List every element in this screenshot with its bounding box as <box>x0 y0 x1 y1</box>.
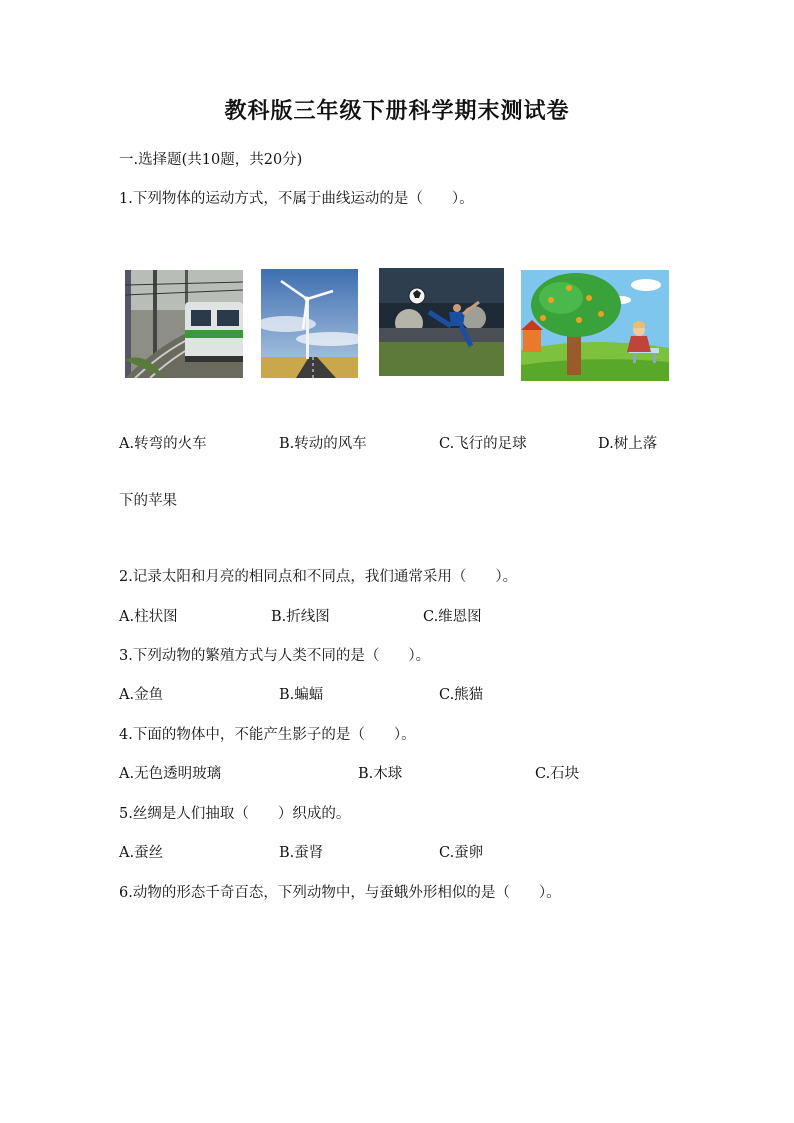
question-2-option-a: A.柱状图 <box>119 609 178 625</box>
question-3-option-c: C.熊猫 <box>439 687 484 703</box>
train-photo <box>125 270 243 378</box>
question-5-option-a: A.蚕丝 <box>119 845 164 861</box>
page-title: 教科版三年级下册科学期末测试卷 <box>224 98 570 124</box>
question-3-stem: 3.下列动物的繁殖方式与人类不同的是（ ）。 <box>119 648 431 664</box>
question-2-option-c: C.维恩图 <box>423 609 482 625</box>
question-4-stem: 4.下面的物体中，不能产生影子的是（ ）。 <box>119 727 416 743</box>
question-6-stem: 6.动物的形态千奇百态，下列动物中，与蚕蛾外形相似的是（ ）。 <box>119 885 561 901</box>
question-1-option-d-continuation: 下的苹果 <box>119 493 177 509</box>
question-3-option-a: A.金鱼 <box>119 687 164 703</box>
wind-turbine-photo <box>261 269 358 378</box>
question-1-option-d: D.树上落 <box>598 436 658 452</box>
question-1-option-b: B.转动的风车 <box>279 436 367 452</box>
apple-tree-cartoon <box>521 270 669 381</box>
question-1-option-a: A.转弯的火车 <box>119 436 207 452</box>
question-5-option-c: C.蚕卵 <box>439 845 484 861</box>
question-1-stem: 1.下列物体的运动方式，不属于曲线运动的是（ ）。 <box>119 191 474 207</box>
question-5-option-b: B.蚕肾 <box>279 845 324 861</box>
question-3-option-b: B.蝙蝠 <box>279 687 324 703</box>
question-4-option-a: A.无色透明玻璃 <box>119 766 222 782</box>
question-2-option-b: B.折线图 <box>271 609 330 625</box>
question-2-stem: 2.记录太阳和月亮的相同点和不同点，我们通常采用（ ）。 <box>119 569 518 585</box>
question-4-option-b: B.木球 <box>358 766 403 782</box>
question-4-option-c: C.石块 <box>535 766 580 782</box>
section-heading: 一.选择题(共10题，共20分) <box>119 152 303 168</box>
question-1-option-c: C.飞行的足球 <box>439 436 527 452</box>
question-5-stem: 5.丝绸是人们抽取（ ）织成的。 <box>119 806 351 822</box>
soccer-player-photo <box>379 268 504 376</box>
